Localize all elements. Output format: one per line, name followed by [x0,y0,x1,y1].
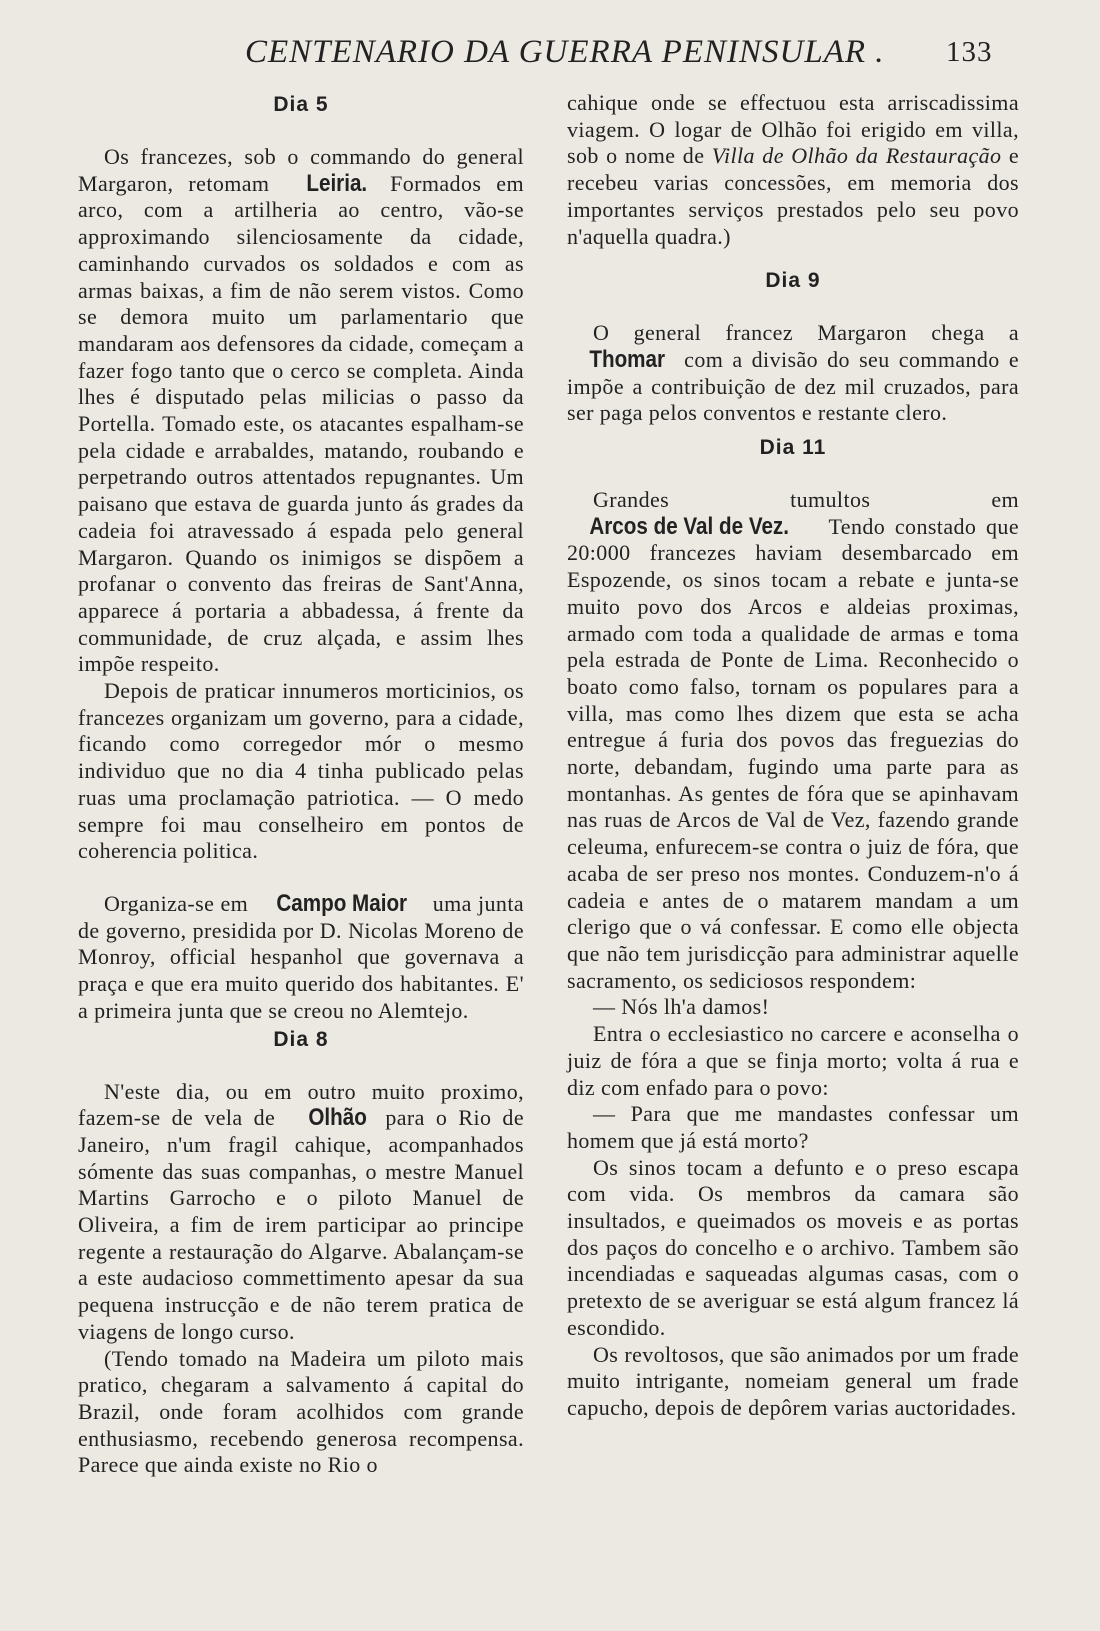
paragraph: Os francezes, sob o commando do general Margaron, retomam Leiria. Formados em arco, com a artilheria ao centro, vão-se approximando silenciosamente da cidade, caminhando curvados os soldados e com as armas baixas, a fim de não serem vistos. Como se demora muito um parlamentario que mandaram aos defensores da cidade, começam a fazer fogo tanto que o cerco se completa. Ainda lhes é disputado pelas milicias o passo da Portella. Tomado este, os atacantes espalham-se pela cidade e arrabaldes, matando, roubando e perpetrando outros attentados repugnantes. Um paisano que estava de guarda junto ás grades da cadeia foi atravessado á espada pelo general Margaron. Quando os inimigos se dispõem a profanar o convento das freiras de Sant'Anna, apparece á portaria a abbadessa, á frente da communidade, de cruz alçada, e assim lhes impõe respeito. [78,144,524,677]
paragraph: Entra o ecclesiastico no carcere e aconselha o juiz de fóra a que se finja morto; volta á rua e diz com enfado para o povo: [567,1021,1019,1100]
paragraph: O general francez Margaron chega a Thomar com a divisão do seu commando e impõe a contribuição de dez mil cruzados, para ser paga pelos conventos e restante clero. [567,320,1019,426]
paragraph: Os revoltosos, que são animados por um frade muito intrigante, nomeiam general um frade capucho, depois de depôrem varias auctoridades. [567,1341,1019,1420]
paragraph: Os sinos tocam a defunto e o preso escapa com vida. Os membros da camara são insultados, e queimados os moveis e as portas dos paços do concelho e o archivo. Tambem são incendiadas e saqueadas algumas casas, com o pretexto de se averiguar se está algum francez lá escondido. [567,1154,1019,1340]
place-name: Arcos de Val de Vez. [589,512,789,540]
left-column [78,90,524,1479]
paragraph: (Tendo tomado na Madeira um piloto mais pratico, chegaram a salvamento á capital do Brazil, onde foram acolhidos com grande enthusiasmo, recebendo generosa recompensa. Parece que ainda existe no Rio o [78,1345,524,1478]
place-name: Campo Maior [276,889,408,917]
running-title: CENTENARIO DA GUERRA PENINSULAR . [245,34,885,70]
day-heading-9: Dia 9 [765,269,821,293]
dialogue-line: — Para que me mandastes confessar um homem que já está morto? [567,1101,1019,1153]
paragraph: N'este dia, ou em outro muito proximo, fazem-se de vela de Olhão para o Rio de Janeiro, n'um fragil cahique, acompanhados sómente das suas companhas, o mestre Manuel Martins Garrocho e o piloto Manuel de Oliveira, a fim de irem participar ao principe regente a restauração do Algarve. Abalançam-se a este audacioso commettimento apesar da sua pequena instrucção e de não terem pratica de viagens de longo curso. [78,1078,524,1344]
place-name: Leiria. [306,169,368,197]
place-name: Thomar [589,345,666,373]
paragraph: Organiza-se em Campo Maior uma junta de governo, presidida por D. Nicolas Moreno de Monroy, official hespanhol que governava a praça e que era muito querido dos habitantes. E' a primeira junta que se creou no Alemtejo. [78,889,524,1023]
paragraph: cahique onde se effectuou esta arriscadissima viagem. O logar de Olhão foi erigido em villa, sob o nome de Villa de Olhão da Restauração e recebeu varias concessões, em memoria dos importantes serviços prestados pelo seu povo n'aquella quadra.) [567,90,1019,249]
place-name: Olhão [308,1104,368,1132]
italic-place-name: Villa de Olhão da Restauração [711,143,1002,169]
dialogue-line: — Nós lh'a damos! [593,994,770,1020]
paragraph: Grandes tumultos em Arcos de Val de Vez. Tendo constado que 20:000 francezes haviam desembarcado em Espozende, os sinos tocam a rebate e junta-se muito povo dos Arcos e aldeias proximas, armado com toda a qualidade de armas e toma pela estrada de Ponte de Lima. Reconhecido o boato como falso, tornam os populares para a villa, mas como lhes dizem que esta se acha entregue á furia dos povos das freguezias do norte, debandam, fugindo uma parte para as montanhas. As gentes de fóra que se apinhavam nas ruas de Arcos de Val de Vez, fazendo grande celeuma, enfurecem-se contra o juiz de fóra, que acaba de ser preso nos montes. Conduzem-n'o á cadeia e antes de o matarem mandam a um clerigo que o vá confessar. E como elle objecta que não tem jurisdicção para administrar aquelle sacramento, os sediciosos respondem: [567,487,1019,993]
day-heading-8: Dia 8 [273,1027,329,1051]
paragraph: Depois de praticar innumeros morticinios, os francezes organizam um governo, para a cidade, ficando como corregedor mór o mesmo individuo que no dia 4 tinha publicado pelas ruas uma proclamação patriotica. — O medo sempre foi mau conselheiro em pontos de coherencia politica. [78,678,524,864]
day-heading-11: Dia 11 [759,436,827,460]
page-number: 133 [946,36,993,68]
right-column [567,90,1019,1422]
day-heading-5: Dia 5 [273,93,329,116]
